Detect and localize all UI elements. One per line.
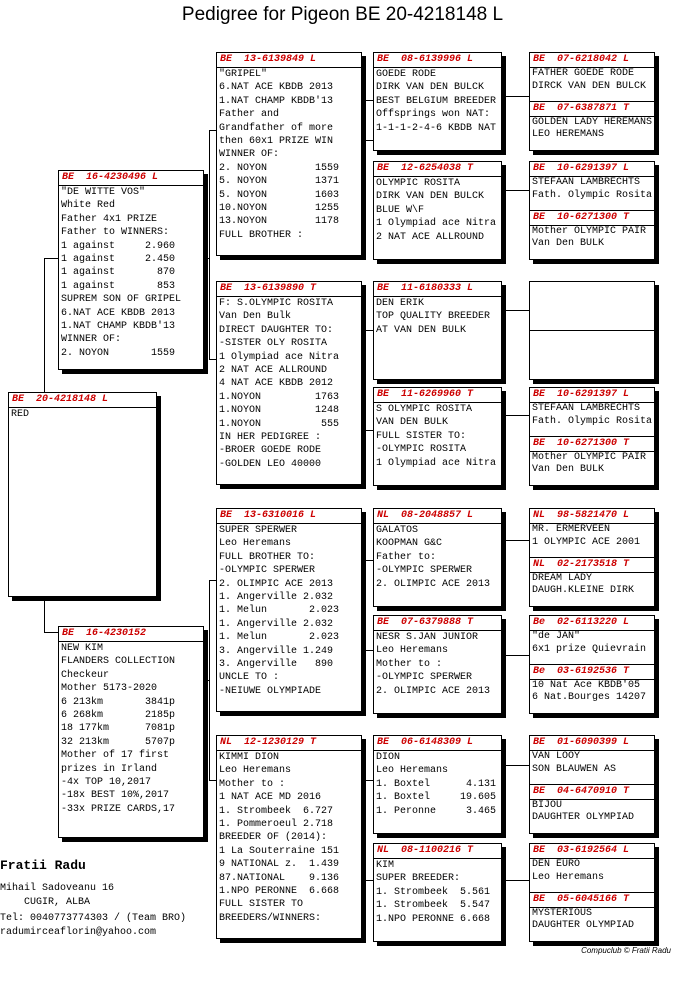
pedigree-line: Van Den BULK [532, 238, 605, 250]
pedigree-line: 1 against 2.960 [61, 240, 176, 252]
gen4-box [529, 615, 655, 714]
pedigree-line: 1.NPO PERONNE 6.668 [219, 886, 340, 898]
pedigree-line: 1.NOYON 555 [219, 418, 340, 430]
pedigree-line: S OLYMPIC ROSITA [376, 404, 473, 415]
pedigree-line: SUPER BREEDER: [376, 873, 461, 885]
pedigree-line: 1 against 853 [61, 280, 176, 292]
ring-number: NL 08-2048857 L [377, 510, 474, 521]
ring-number: BE 10-6271300 T [533, 211, 630, 223]
pedigree-line: 1. Strombeek 6.727 [219, 805, 334, 817]
owner-name: Fratii Radu [0, 858, 86, 873]
pedigree-line: 5. NOYON 1603 [219, 189, 340, 201]
pedigree-line: 10 Nat Ace KBDB'05 [532, 679, 641, 691]
sire-section [530, 616, 654, 664]
pedigree-line: Fath. Olympic Rosita [532, 415, 653, 427]
pedigree-line: 6.NAT ACE KBDB 2013 [61, 307, 176, 319]
pedigree-line: VAN DEN BULK [376, 417, 449, 429]
ring-number: NL 98-5821470 L [533, 510, 630, 521]
pedigree-line: 1-1-1-2-4-6 KBDB NAT [376, 122, 497, 134]
gen4-box [529, 735, 655, 834]
pedigree-line: Van Den BULK [532, 464, 605, 476]
pedigree-line: DIRK VAN DEN BULCK [376, 191, 485, 203]
pedigree-line: 5. NOYON 1371 [219, 176, 340, 188]
connector-line [209, 130, 216, 131]
pedigree-line: -OLYMPIC SPERWER [219, 565, 316, 577]
pedigree-line: SUPREM SON OF GRIPEL [61, 294, 182, 306]
pedigree-line: 1 NAT ACE MD 2016 [219, 792, 322, 804]
pedigree-line: TOP QUALITY BREEDER [376, 311, 491, 323]
pedigree-line: 1.NAT CHAMP KBDB'13 [61, 321, 176, 333]
gen2-box [216, 735, 362, 939]
pedigree-line: Mother OLYMPIC PAIR [532, 225, 647, 237]
connector-line [500, 96, 529, 97]
dam-section [530, 664, 654, 713]
pedigree-line: 10.NOYON 1255 [219, 203, 340, 215]
pedigree-line: GALATOS [376, 525, 419, 536]
pedigree-line: Grandfather of more [219, 122, 334, 134]
gen3-box [373, 615, 502, 714]
pedigree-line: Checkeur [61, 669, 110, 681]
pedigree-line: FATHER GOEDE RODE [532, 68, 635, 79]
pedigree-line: Father 4x1 PRIZE [61, 213, 158, 225]
pedigree-line: MR. ERMERVEEN [532, 524, 611, 535]
pedigree-line: 2 NAT ACE ALLROUND [376, 231, 485, 243]
gen2-box [216, 52, 362, 256]
pedigree-line: FULL BROTHER : [219, 229, 304, 241]
pedigree-line: Offsprings won NAT: [376, 109, 491, 121]
page-title: Pedigree for Pigeon BE 20-4218148 L [181, 4, 504, 25]
sire-section [530, 736, 654, 784]
pedigree-line: Mother OLYMPIC PAIR [532, 451, 647, 463]
pedigree-line: F: S.OLYMPIC ROSITA [219, 298, 334, 309]
pedigree-line: -4x TOP 10,2017 [61, 777, 152, 789]
pedigree-line: -NEIUWE OLYMPIADE [219, 685, 322, 697]
pedigree-line: 1 Olympiad ace Nitra [376, 457, 497, 469]
pedigree-line: then 60x1 PRIZE WIN [219, 136, 334, 148]
pedigree-line: 1 La Souterraine 151 [219, 845, 340, 857]
dam-section [530, 210, 654, 259]
pedigree-line: DEN ERIK [376, 298, 425, 309]
sire-section [530, 282, 654, 330]
pedigree-line: VAN LOOY [532, 751, 581, 762]
dam-section [530, 330, 654, 379]
pedigree-line: BREEDERS/WINNERS: [219, 912, 322, 924]
pedigree-line: Leo Heremans [376, 645, 449, 657]
dam-section [530, 436, 654, 485]
connector-line [209, 780, 216, 781]
pedigree-line: White Red [61, 200, 116, 212]
gen4-box [529, 843, 655, 942]
pedigree-line: 6 268km 2185p [61, 710, 176, 722]
ring-number: BE 10-6291397 L [533, 163, 630, 174]
ring-number: BE 01-6090399 L [533, 737, 630, 748]
connector-line [500, 310, 529, 311]
pedigree-line: FULL SISTER TO [219, 899, 304, 911]
gen4-box [529, 161, 655, 260]
pedigree-line: FLANDERS COLLECTION [61, 656, 176, 668]
pedigree-line: DREAM LADY [532, 572, 593, 584]
ring-number: Be 03-6192536 T [533, 665, 630, 677]
pedigree-line: 1 Olympiad ace Nitra [219, 351, 340, 363]
pedigree-line: 1. Melun 2.023 [219, 605, 340, 617]
ring-number: BE 20-4218148 L [12, 394, 109, 405]
pedigree-line: 3. Angerville 890 [219, 659, 334, 671]
ring-number: Be 02-6113220 L [533, 617, 630, 628]
dam-section [530, 784, 654, 833]
pedigree-line: Mother 5173-2020 [61, 683, 158, 695]
ring-number: NL 08-1100216 T [377, 845, 474, 856]
ring-number: BE 05-6045166 T [533, 893, 630, 905]
pedigree-line: 6 Nat.Bourges 14207 [532, 692, 647, 704]
gen3-box [373, 843, 502, 942]
connector-line [500, 540, 529, 541]
pedigree-line: -OLYMPIC SPERWER [376, 672, 473, 684]
ring-number: BE 13-6139890 T [220, 283, 317, 294]
pedigree-line: -33x PRIZE CARDS,17 [61, 803, 176, 815]
pedigree-line: 32 213km 5707p [61, 736, 176, 748]
pedigree-line: 1. Pommeroeul 2.718 [219, 819, 334, 831]
pedigree-line: -GOLDEN LEO 40000 [219, 458, 322, 470]
pedigree-line: "DE WITTE VOS" [61, 187, 146, 198]
ring-number: BE 06-6148309 L [377, 737, 474, 748]
ring-number: BE 07-6218042 L [533, 54, 630, 65]
pedigree-line: BREEDER OF (2014): [219, 832, 328, 844]
pedigree-line: 6.NAT ACE KBDB 2013 [219, 82, 334, 94]
pedigree-line: GOLDEN LADY HEREMANS [532, 116, 653, 128]
pedigree-line: 4 NAT ACE KBDB 2012 [219, 378, 334, 390]
ring-number: BE 13-6139849 L [220, 54, 317, 65]
pedigree-line: SON BLAUWEN AS [532, 763, 617, 775]
pedigree-line: 6 213km 3841p [61, 696, 176, 708]
pedigree-line: SUPER SPERWER [219, 525, 298, 536]
pedigree-line: 1. Melun 2.023 [219, 632, 340, 644]
pedigree-line: 1.NPO PERONNE 6.668 [376, 913, 491, 925]
pedigree-line: 1. Peronne 3.465 [376, 805, 497, 817]
pedigree-line: DIRCK VAN DEN BULCK [532, 80, 647, 92]
connector-line [209, 580, 210, 780]
pedigree-line: OLYMPIC ROSITA [376, 178, 461, 189]
owner-email[interactable]: radumirceaflorin@yahoo.com [0, 927, 157, 938]
pedigree-line: WINNER OF: [61, 334, 122, 346]
sire-box [58, 170, 204, 370]
pedigree-line: -SISTER OLY ROSITA [219, 338, 328, 350]
connector-line [44, 632, 58, 633]
pedigree-line: Father to: [376, 551, 437, 563]
ring-number: BE 10-6271300 T [533, 437, 630, 449]
pedigree-line: DION [376, 752, 401, 763]
gen4-box [529, 281, 655, 380]
pedigree-line: 18 177km 7081p [61, 723, 176, 735]
pedigree-line: 1.NOYON 1763 [219, 391, 340, 403]
connector-line [44, 596, 45, 632]
ring-number: BE 11-6269960 T [377, 389, 474, 400]
ring-number: BE 08-6139996 L [377, 54, 474, 65]
pedigree-line: "de JAN" [532, 631, 581, 642]
ring-number: BE 04-6470910 T [533, 785, 630, 797]
subject-box [8, 392, 157, 597]
pedigree-line: 1 against 870 [61, 267, 176, 279]
credit: Compuclub © Fratii Radu [581, 946, 671, 955]
ring-number: BE 16-4230496 L [62, 172, 159, 183]
connector-line [44, 258, 58, 259]
ring-number: BE 07-6379888 T [377, 617, 474, 628]
pedigree-line: Mother of 17 first [61, 750, 170, 762]
dam-section [530, 892, 654, 941]
connector-line [500, 415, 529, 416]
dam-section [530, 557, 654, 606]
gen2-box [216, 281, 362, 485]
pedigree-line: prizes in Irland [61, 763, 158, 775]
ring-number: BE 16-4230152 [62, 628, 147, 639]
gen4-box [529, 508, 655, 607]
pedigree-line: Fath. Olympic Rosita [532, 189, 653, 201]
pedigree-line: KIMMI DION [219, 752, 280, 763]
sire-section [530, 162, 654, 210]
pedigree-line: 3. Angerville 1.249 [219, 645, 334, 657]
gen3-box [373, 52, 502, 151]
pedigree-line: -BROER GOEDE RODE [219, 445, 322, 457]
pedigree-line: DAUGH.KLEINE DIRK [532, 585, 635, 597]
ring-number: BE 12-6254038 T [377, 163, 474, 174]
connector-line [209, 130, 210, 359]
pedigree-line: 13.NOYON 1178 [219, 216, 340, 228]
gen3-box [373, 508, 502, 607]
ring-number: BE 10-6291397 L [533, 389, 630, 400]
pedigree-line: 6x1 prize Quievrain [532, 643, 647, 655]
pedigree-line: 2. OLIMPIC ACE 2013 [376, 685, 491, 697]
pedigree-line: 1 against 2.450 [61, 254, 176, 266]
pedigree-line: NESR S.JAN JUNIOR [376, 632, 479, 643]
gen4-box [529, 387, 655, 486]
pedigree-line: LEO HEREMANS [532, 129, 605, 141]
pedigree-line: 2. OLIMPIC ACE 2013 [219, 578, 334, 590]
connector-line [500, 655, 529, 656]
pedigree-line: Van Den Bulk [219, 311, 292, 323]
sire-section [530, 844, 654, 892]
pedigree-line: IN HER PEDIGREE : [219, 432, 322, 444]
pedigree-line: UNCLE TO : [219, 672, 280, 684]
ring-number: NL 12-1230129 T [220, 737, 317, 748]
gen3-box [373, 161, 502, 260]
ring-number: BE 11-6180333 L [377, 283, 474, 294]
pedigree-line: BIJOU [532, 799, 563, 811]
pedigree-line: 1 OLYMPIC ACE 2001 [532, 536, 641, 548]
connector-line [209, 580, 216, 581]
pedigree-line: STEFAAN LAMBRECHTS [532, 177, 641, 188]
pedigree-line: 1. Angerville 2.032 [219, 618, 334, 630]
pedigree-line: Father to WINNERS: [61, 227, 170, 239]
pedigree-line: FULL BROTHER TO: [219, 551, 316, 563]
pedigree-line: MYSTERIOUS [532, 907, 593, 919]
pedigree-line: NEW KIM [61, 643, 104, 654]
owner-address: Mihail Sadoveanu 16 [0, 883, 115, 894]
connector-line [500, 765, 529, 766]
pedigree-line: Mother to : [219, 778, 286, 790]
gen3-box [373, 281, 502, 380]
pedigree-line: Leo Heremans [219, 765, 292, 777]
pedigree-line: Leo Heremans [376, 765, 449, 777]
pedigree-line: DAUGHTER OLYMPIAD [532, 812, 635, 824]
pedigree-line: 2 NAT ACE ALLROUND [219, 365, 328, 377]
pedigree-line: FULL SISTER TO: [376, 430, 467, 442]
dam-section [530, 101, 654, 150]
pedigree-line: 1. Angerville 2.032 [219, 592, 334, 604]
pedigree-line: KIM [376, 860, 395, 871]
pedigree-line: 9 NATIONAL z. 1.439 [219, 859, 340, 871]
pedigree-line: WINNER OF: [219, 149, 280, 161]
ring-number: BE 13-6310016 L [220, 510, 317, 521]
sire-section [530, 388, 654, 436]
pedigree-line: KOOPMAN G&C [376, 538, 443, 550]
gen4-box [529, 52, 655, 151]
pedigree-line: Father and [219, 109, 280, 121]
sire-section [530, 509, 654, 557]
pedigree-line: Leo Heremans [219, 538, 292, 550]
pedigree-line: 1 Olympiad ace Nitra [376, 218, 497, 230]
sire-section [530, 53, 654, 101]
owner-city: CUGIR, ALBA [0, 897, 91, 908]
pedigree-line: AT VAN DEN BULK [376, 324, 467, 336]
dam-box [58, 626, 204, 838]
ring-number: BE 03-6192564 L [533, 845, 630, 856]
pedigree-line: 2. OLIMPIC ACE 2013 [376, 578, 491, 590]
pedigree-line: 2. NOYON 1559 [61, 347, 176, 359]
gen3-box [373, 735, 502, 834]
pedigree-line: GOEDE RODE [376, 69, 437, 80]
pedigree-line: Leo Heremans [532, 871, 605, 883]
pedigree-line: 1. Boxtel 19.605 [376, 792, 497, 804]
pedigree-line: 87.NATIONAL 9.136 [219, 872, 340, 884]
connector-line [44, 258, 45, 392]
pedigree-line: 1.NAT CHAMP KBDB'13 [219, 95, 334, 107]
pedigree-line: RED [11, 409, 30, 420]
gen2-box [216, 508, 362, 712]
pedigree-line: 1.NOYON 1248 [219, 405, 340, 417]
pedigree-line: -18x BEST 10%,2017 [61, 790, 170, 802]
pedigree-line: DAUGHTER OLYMPIAD [532, 920, 635, 932]
pedigree-line: BLUE W\F [376, 204, 425, 216]
pedigree-line: -OLYMPIC ROSITA [376, 444, 467, 456]
connector-line [500, 190, 529, 191]
pedigree-line: STEFAAN LAMBRECHTS [532, 403, 641, 414]
ring-number: BE 07-6387871 T [533, 102, 630, 114]
ring-number: NL 02-2173518 T [533, 558, 630, 570]
owner-phone: Tel: 0040773774303 / (Team BRO) [0, 913, 187, 924]
pedigree-line: Mother to : [376, 658, 443, 670]
connector-line [500, 880, 529, 881]
pedigree-line: BEST BELGIUM BREEDER [376, 95, 497, 107]
pedigree-line: -OLYMPIC SPERWER [376, 565, 473, 577]
pedigree-line: 1. Strombeek 5.561 [376, 886, 491, 898]
gen3-box [373, 387, 502, 486]
pedigree-line: DEN EURO [532, 859, 581, 870]
connector-line [209, 359, 216, 360]
pedigree-line: "GRIPEL" [219, 69, 268, 80]
pedigree-line: DIRK VAN DEN BULCK [376, 82, 485, 94]
pedigree-line: 2. NOYON 1559 [219, 162, 340, 174]
pedigree-line: 1. Strombeek 5.547 [376, 900, 491, 912]
pedigree-line: DIRECT DAUGHTER TO: [219, 324, 334, 336]
pedigree-line: 1. Boxtel 4.131 [376, 778, 497, 790]
